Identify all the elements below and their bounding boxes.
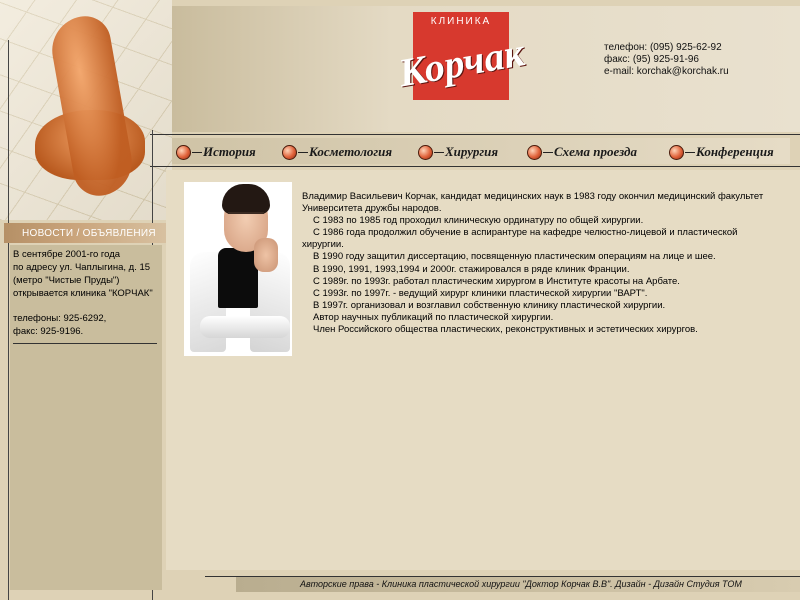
nav-label: Хирургия <box>445 144 499 159</box>
bio-paragraph: Член Российского общества пластических, реконструктивных и эстетических хирургов. <box>313 324 698 336</box>
nav-bullet-icon <box>282 145 297 160</box>
news-title: НОВОСТИ / ОБЪЯВЛЕНИЯ <box>22 228 156 239</box>
nav-dash <box>685 152 695 153</box>
news-line: В сентябре 2001-го года <box>13 249 121 260</box>
nav-item-surgery[interactable] <box>418 142 498 162</box>
nav-label: Конференция <box>696 144 774 159</box>
nav-item-conference[interactable] <box>669 142 774 162</box>
doctor-biography <box>302 191 772 336</box>
bio-intro: Владимир Васильевич Корчак, кандидат медицинских наук в 1983 году окончил медицинский факультет Университета дружбы народов. <box>302 191 764 215</box>
bio-paragraph: В 1990, 1991, 1993,1994 и 2000г. стажировался в ряде клиник Франции. <box>313 263 630 275</box>
news-divider <box>13 343 157 344</box>
nav-label: История <box>203 144 256 159</box>
bio-paragraph: В 1990 году защитил диссертацию, посвященную пластическим операциям на лице и шее. <box>313 251 716 263</box>
left-frame-line <box>8 40 9 600</box>
news-line: по адресу ул. Чаплыгина, д. 15 <box>13 262 151 273</box>
contact-phone: телефон: (095) 925-62-92 <box>604 42 722 53</box>
nav-item-directions[interactable] <box>527 142 637 162</box>
bio-paragraph: С 1993г. по 1997г. - ведущий хирург клиники пластической хирургии "ВАРТ". <box>313 287 648 299</box>
nav-bullet-icon <box>527 145 542 160</box>
news-line: (метро "Чистые Пруды") <box>13 275 120 286</box>
news-line: факс: 925-9196. <box>13 326 84 337</box>
nav-dash <box>434 152 444 153</box>
nav-bullet-icon <box>669 145 684 160</box>
logo-caption: КЛИНИКА <box>430 16 492 27</box>
nav-divider-bottom <box>150 166 800 167</box>
nav-divider-top <box>150 134 800 135</box>
bio-paragraph: С 1986 года продолжил обучение в аспирантуре на кафедре челюстно-лицевой и пластической хирургии. <box>302 227 738 251</box>
nav-dash <box>543 152 553 153</box>
nav-item-cosmetology[interactable] <box>282 142 392 162</box>
news-line: телефоны: 925-6292, <box>13 313 107 324</box>
nav-bullet-icon <box>176 145 191 160</box>
bio-paragraph: В 1997г. организовал и возглавил собственную клинику пластической хирургии. <box>313 299 666 311</box>
contact-email[interactable]: e-mail: korchak@korchak.ru <box>604 66 729 77</box>
footer-copyright: Авторские права - Клиника пластической хирургии "Доктор Корчак В.В". Дизайн - Дизайн Студия ТОМ <box>300 579 742 589</box>
portrait-sweater <box>218 248 258 308</box>
nav-label: Схема проезда <box>554 144 637 159</box>
portrait-glasses <box>228 212 264 222</box>
logo-name: Корчак <box>395 29 528 96</box>
nav-dash <box>298 152 308 153</box>
nav-label: Косметология <box>309 144 393 159</box>
portrait-arm <box>200 316 290 338</box>
portrait-hair <box>222 184 270 214</box>
bio-paragraph: С 1983 по 1985 год проходил клиническую ординатуру по общей хирургии. <box>313 215 644 227</box>
portrait-hand <box>254 238 278 272</box>
news-line: открывается клиника "КОРЧАК" <box>13 288 153 299</box>
bio-paragraph: С 1989г. по 1993г. работал пластическим хирургом в Институте красоты на Арбате. <box>313 275 680 287</box>
contact-fax: факс: (95) 925-91-96 <box>604 54 699 65</box>
nav-item-history[interactable] <box>176 142 256 162</box>
nav-bullet-icon <box>418 145 433 160</box>
nav-dash <box>192 152 202 153</box>
bio-paragraph: Автор научных публикаций по пластической хирургии. <box>313 311 554 323</box>
